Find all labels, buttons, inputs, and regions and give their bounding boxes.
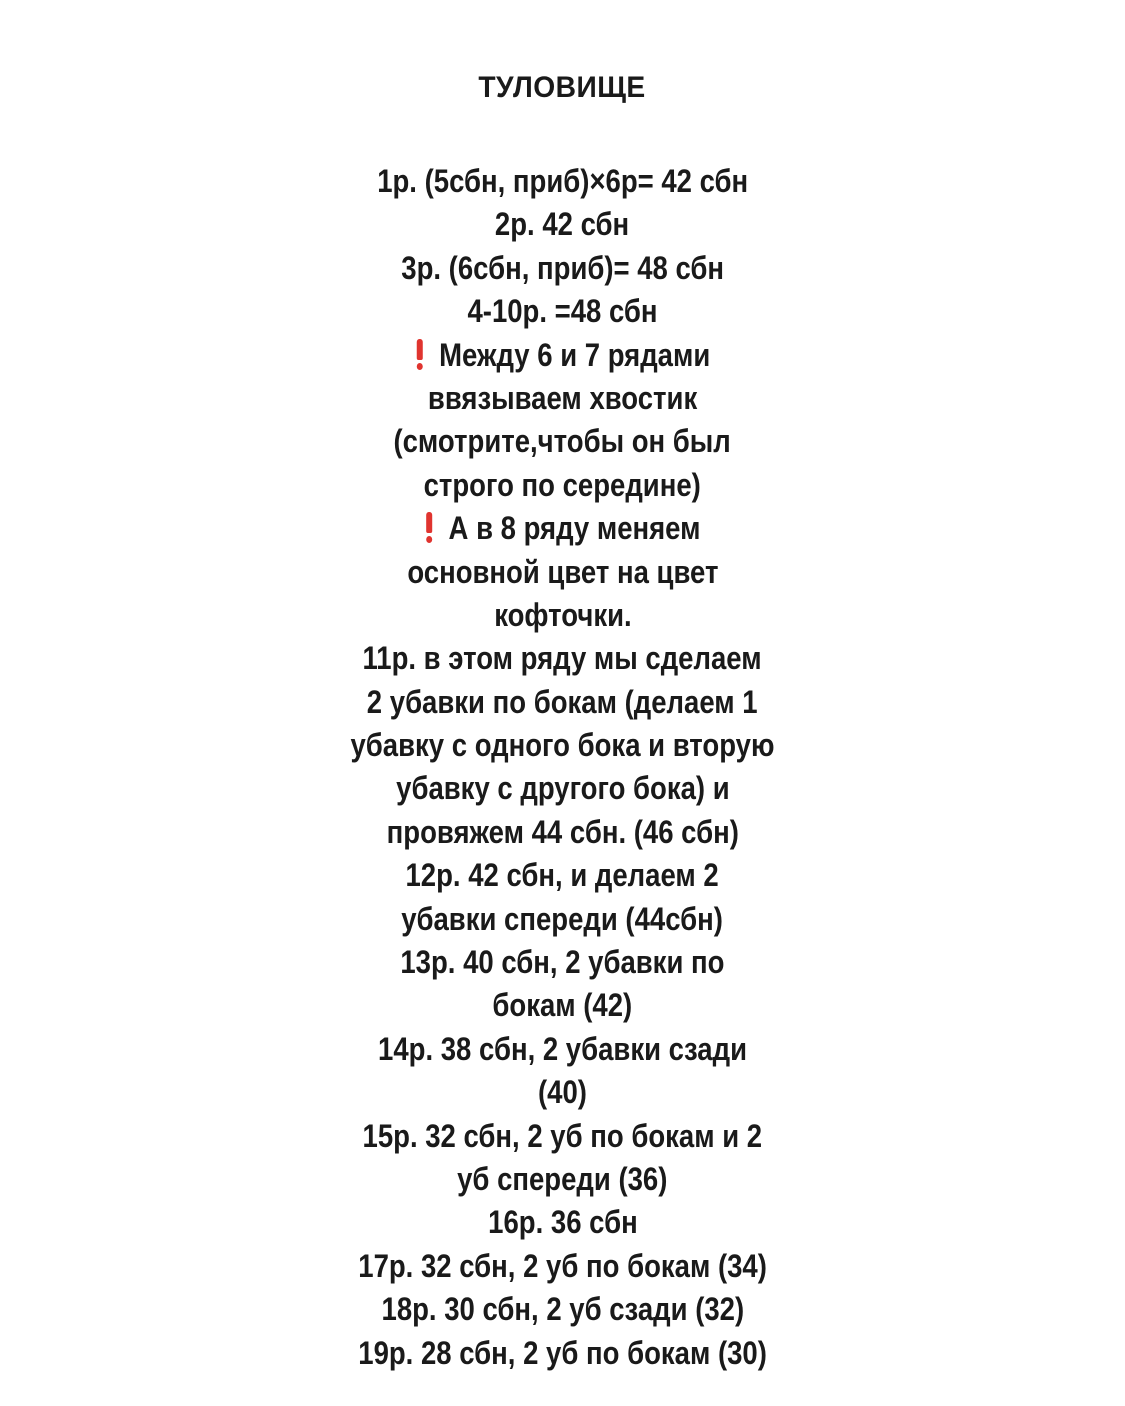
instruction-text: 15р. 32 сбн, 2 уб по бокам и 2 (362, 1117, 763, 1154)
instruction-text: кофточки. (493, 596, 632, 633)
instruction-text: бокам (42) (492, 987, 633, 1024)
instruction-text: 13р. 40 сбн, 2 убавки по (400, 944, 725, 981)
instruction-line (401, 247, 724, 290)
instruction-line (493, 984, 633, 1027)
instruction-text: 17р. 32 сбн, 2 уб по бокам (34) (358, 1247, 767, 1284)
instruction-line (386, 811, 738, 854)
instruction-line (428, 377, 697, 420)
instruction-text: убавки спереди (44сбн) (401, 900, 724, 937)
instruction-text: провяжем 44 сбн. (46 сбн) (386, 813, 739, 850)
instruction-text: строго по середине) (423, 466, 702, 503)
instruction-line (358, 1332, 767, 1375)
instruction-text: 18р. 30 сбн, 2 уб сзади (32) (381, 1291, 744, 1328)
instruction-text: убавку с другого бока) и (395, 770, 730, 807)
instruction-text: уб спереди (36) (457, 1160, 668, 1197)
instruction-text: (смотрите,чтобы он был (393, 423, 732, 460)
instruction-line (407, 551, 718, 594)
instruction-text: 4-10р. =48 сбн (467, 293, 658, 330)
instruction-line (367, 681, 758, 724)
instruction-line (351, 724, 775, 767)
exclamation-icon (415, 339, 424, 369)
instruction-line (402, 898, 724, 941)
instruction-text: убавку с одного бока и вторую (350, 727, 775, 764)
instruction-line (406, 854, 719, 897)
pattern-instructions (0, 160, 1125, 1375)
instruction-text: 14р. 38 сбн, 2 убавки сзади (378, 1030, 747, 1067)
instruction-line (467, 290, 657, 333)
instruction-text: Между 6 и 7 рядами (438, 336, 711, 373)
instruction-text: (40) (538, 1074, 587, 1111)
instruction-line (363, 1115, 763, 1158)
instruction-text: 3р. (6сбн, приб)= 48 сбн (401, 249, 724, 286)
instruction-line (363, 637, 762, 680)
instruction-text: 16р. 36 сбн (487, 1204, 638, 1241)
instruction-line (381, 1288, 744, 1331)
instruction-line (396, 767, 730, 810)
instruction-line (457, 1158, 667, 1201)
instruction-line (424, 507, 700, 550)
instruction-text: ввязываем хвостик (427, 379, 698, 416)
instruction-line (424, 464, 701, 507)
instruction-line (400, 941, 724, 984)
instruction-line (358, 1245, 767, 1288)
exclamation-icon (424, 512, 433, 542)
instruction-line (538, 1071, 587, 1114)
document-title: ТУЛОВИЩЕ (478, 71, 647, 104)
instruction-line (494, 594, 631, 637)
instruction-text: 11р. в этом ряду мы сделаем (362, 640, 763, 677)
instruction-text: 12р. 42 сбн, и делаем 2 (405, 857, 720, 894)
instruction-line (378, 1028, 747, 1071)
instruction-line (377, 160, 748, 203)
instruction-line (488, 1201, 638, 1244)
instruction-text: 2р. 42 сбн (495, 206, 630, 243)
instruction-text: 2 убавки по бокам (делаем 1 (367, 683, 758, 720)
instruction-text: 1р. (5сбн, приб)×6р= 42 сбн (377, 163, 748, 199)
instruction-text: основной цвет на цвет (406, 553, 719, 590)
instruction-line (415, 334, 710, 377)
instruction-line (394, 420, 731, 463)
instruction-line (495, 203, 629, 246)
instruction-text: А в 8 ряду меняем (448, 510, 701, 547)
instruction-text: 19р. 28 сбн, 2 уб по бокам (30) (358, 1334, 767, 1371)
